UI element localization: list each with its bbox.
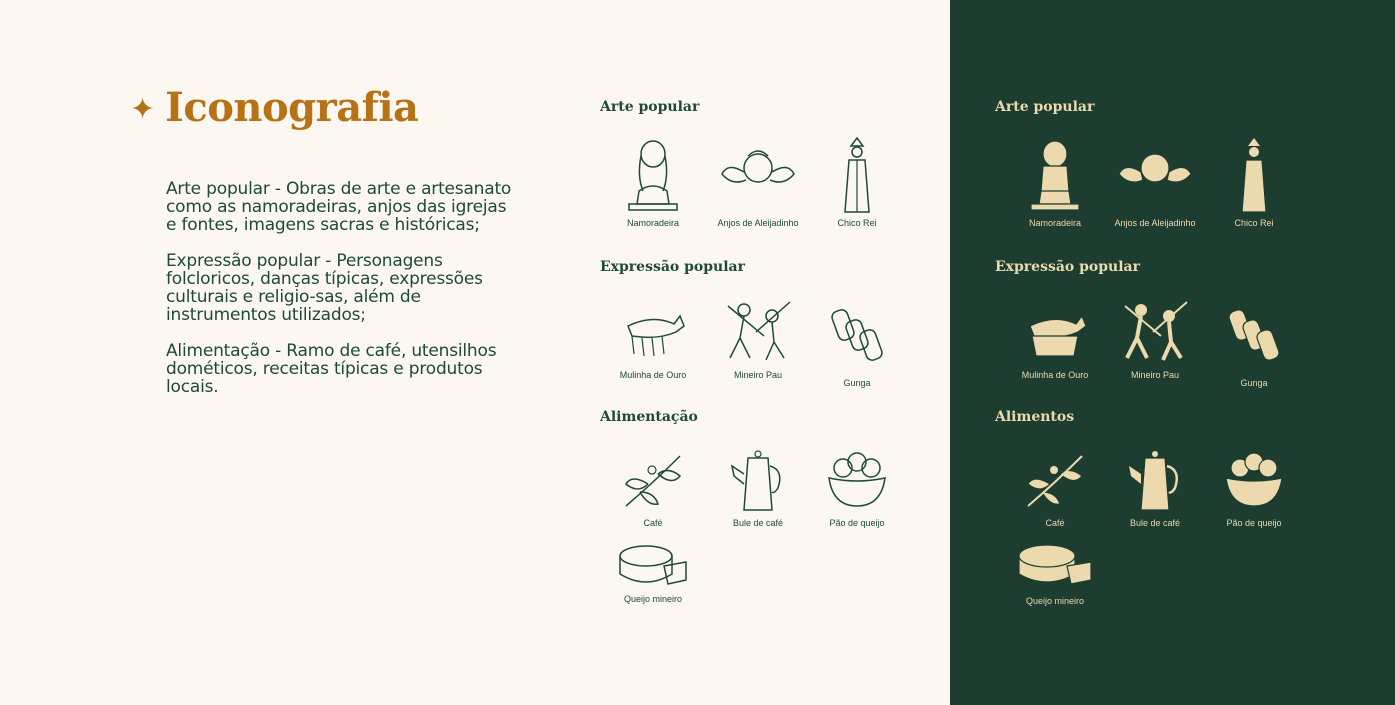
icon-item [1105, 448, 1205, 528]
icon-label: Mineiro Pau [733, 370, 783, 380]
icon-label: Mulinha de Ouro [1021, 370, 1089, 380]
icon-label: Café [1045, 518, 1065, 528]
gunga-icon [827, 296, 887, 374]
icon-item [1105, 136, 1205, 228]
icon-item [603, 296, 703, 380]
icon-item [1204, 296, 1304, 388]
icon-label: Bule de café [732, 518, 784, 528]
icon-label: Café [643, 518, 663, 528]
cheese-bread-icon [1222, 448, 1286, 514]
icon-label: Namoradeira [1028, 218, 1082, 228]
cheese-icon [1015, 540, 1095, 592]
icon-item [1005, 540, 1105, 606]
description-expressao: Expressão popular - Personagens folcloricos, danças típicas, expressões culturais e religio-sas, além de instrumentos utilizados; [166, 251, 483, 325]
icon-label: Gunga [1240, 378, 1268, 388]
page-title: Iconografia [165, 84, 419, 131]
angel-icon [1115, 136, 1195, 214]
icon-label: Queijo mineiro [1025, 596, 1085, 606]
section-title-expressao: Expressão popular [995, 259, 1140, 275]
icon-item [1005, 296, 1105, 380]
icon-label: Pão de queijo [1226, 518, 1282, 528]
icon-item [603, 448, 703, 528]
icon-label: Queijo mineiro [623, 594, 683, 604]
coffee-branch-icon [1020, 448, 1090, 514]
cheese-icon [616, 540, 690, 590]
coffee-pot-icon [728, 448, 788, 514]
icon-label: Anjos de Aleijadinho [717, 218, 799, 228]
description [166, 180, 516, 414]
icon-label: Mineiro Pau [1130, 370, 1180, 380]
description-alimentacao: Alimentação - Ramo de café, utensilhos dométicos, receitas típicas e produtos locais. [166, 341, 497, 397]
icon-label: Anjos de Aleijadinho [1114, 218, 1196, 228]
icon-item [603, 136, 703, 228]
icon-item [1105, 296, 1205, 380]
icon-label: Bule de café [1129, 518, 1181, 528]
icon-item [1005, 136, 1105, 228]
coffee-branch-icon [618, 448, 688, 514]
icon-item [708, 296, 808, 380]
mineiro-pau-icon [1117, 296, 1193, 366]
cheese-bread-icon [825, 448, 889, 514]
description-arte: Arte popular - Obras de arte e artesanato como as namoradeiras, anjos das igrejas e fontes, imagens sacras e históricas; [166, 179, 512, 235]
icon-item [708, 136, 808, 228]
mule-icon [618, 296, 688, 366]
section-title-arte: Arte popular [600, 99, 700, 115]
namoradeira-icon [623, 136, 683, 214]
section-title-alimentacao: Alimentação [600, 409, 698, 425]
icon-item [807, 448, 907, 528]
chico-rei-icon [837, 136, 877, 214]
icon-label: Chico Rei [1234, 218, 1274, 228]
chico-rei-icon [1234, 136, 1274, 214]
icon-label: Gunga [843, 378, 871, 388]
icon-item [603, 540, 703, 604]
mule-icon [1020, 296, 1090, 366]
icon-item [1005, 448, 1105, 528]
angel-icon [718, 136, 798, 214]
section-title-arte: Arte popular [995, 99, 1095, 115]
icon-item [1204, 448, 1304, 528]
icon-label: Chico Rei [837, 218, 877, 228]
heading [130, 84, 419, 131]
section-title-expressao: Expressão popular [600, 259, 745, 275]
mineiro-pau-icon [720, 296, 796, 366]
icon-item [807, 136, 907, 228]
icon-label: Pão de queijo [829, 518, 885, 528]
gunga-icon [1224, 296, 1284, 374]
icon-label: Mulinha de Ouro [619, 370, 687, 380]
icon-item [1204, 136, 1304, 228]
coffee-pot-icon [1125, 448, 1185, 514]
icon-label: Namoradeira [626, 218, 680, 228]
icon-item [708, 448, 808, 528]
star-icon: ✦ [130, 92, 156, 127]
namoradeira-icon [1025, 136, 1085, 214]
section-title-alimentacao: Alimentos [995, 409, 1075, 425]
icon-item [807, 296, 907, 388]
